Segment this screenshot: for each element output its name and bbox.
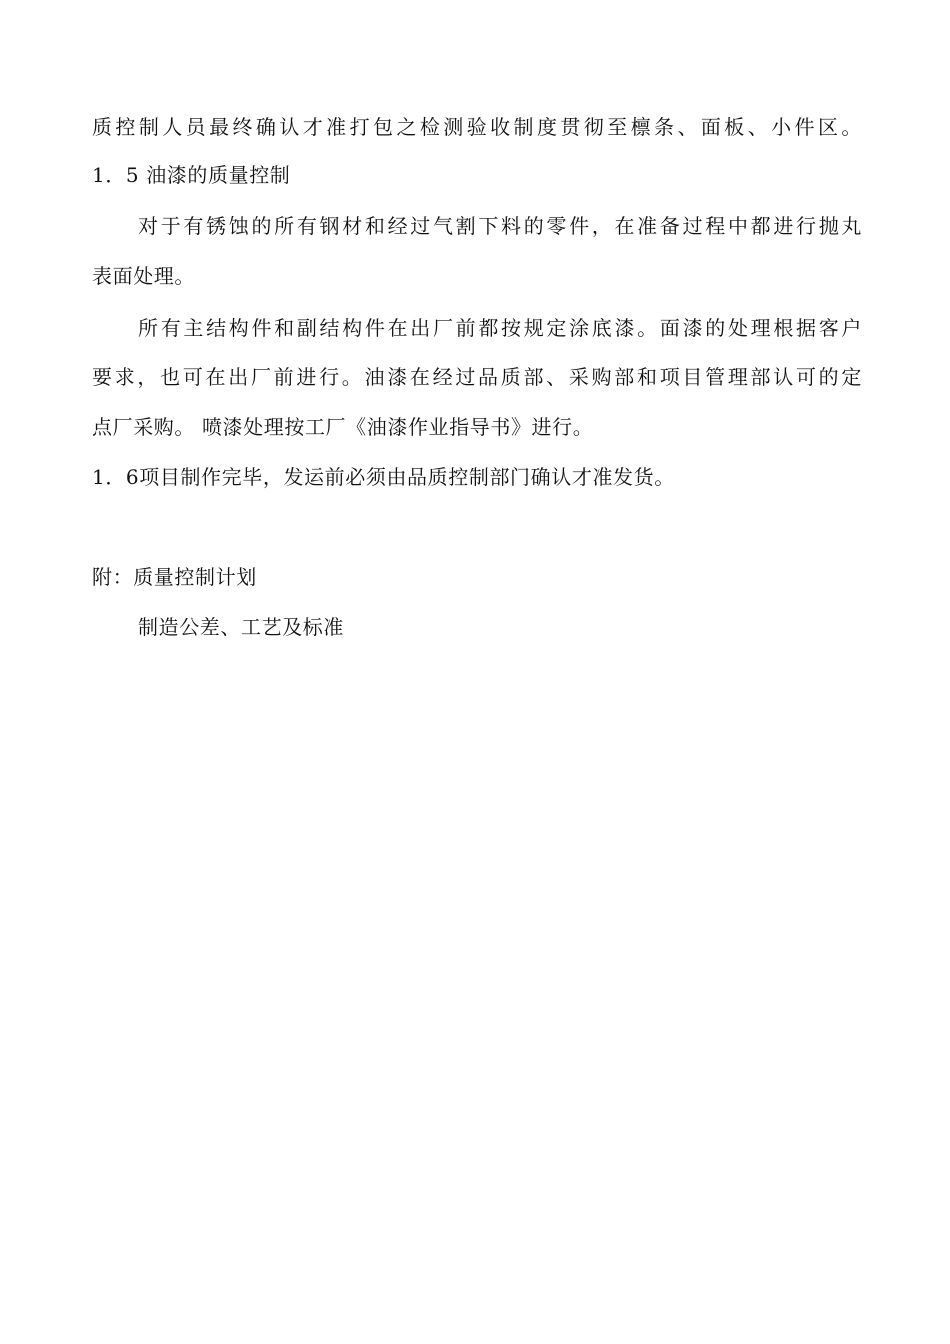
paragraph-paint-line-3: 点厂采购。 喷漆处理按工厂《油漆作业指导书》进行。 xyxy=(92,415,594,439)
appendix-heading: 附：质量控制计划 xyxy=(92,565,257,589)
section-heading-1-6: 1．6项目制作完毕，发运前必须由品质控制部门确认才准发货。 xyxy=(92,465,675,489)
paragraph-paint-line-1: 所有主结构件和副结构件在出厂前都按规定涂底漆。面漆的处理根据客户 xyxy=(138,316,862,340)
body-text-line-continuation: 质控制人员最终确认才准打包之检测验收制度贯彻至檩条、面板、小件区。 xyxy=(92,115,862,139)
paragraph-paint-line-2: 要求，也可在出厂前进行。油漆在经过品质部、采购部和项目管理部认可的定 xyxy=(92,365,862,389)
paragraph-rust-treatment-line-1: 对于有锈蚀的所有钢材和经过气割下料的零件，在准备过程中都进行抛丸 xyxy=(138,214,862,238)
appendix-subheading: 制造公差、工艺及标准 xyxy=(138,615,344,639)
section-heading-1-5: 1．5 油漆的质量控制 xyxy=(92,163,291,187)
paragraph-rust-treatment-line-2: 表面处理。 xyxy=(92,264,195,288)
